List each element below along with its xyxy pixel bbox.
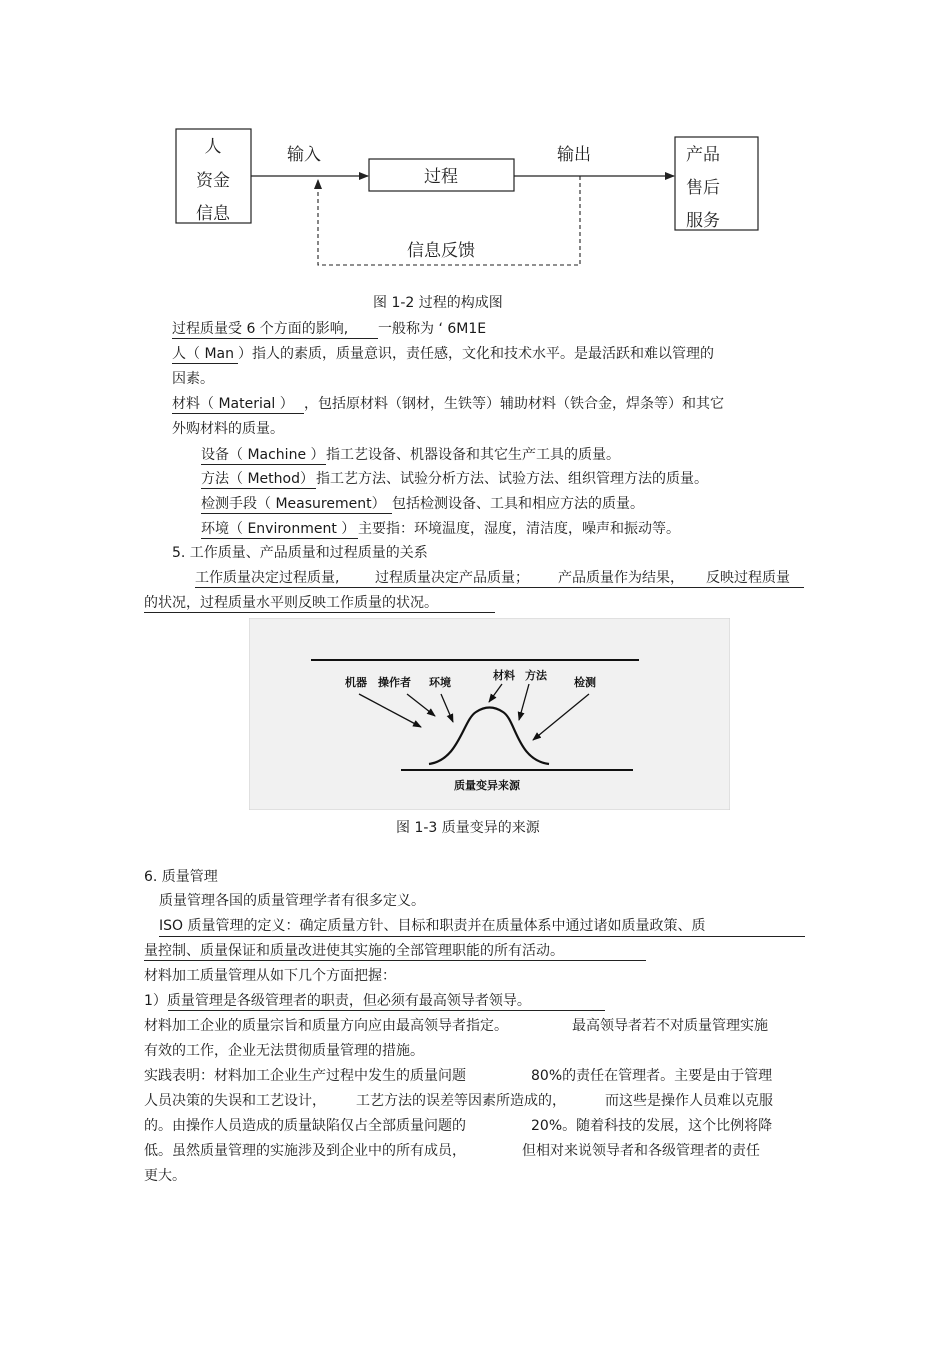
para-5-seg-3: 人员决策的失误和工艺设计， [144, 1093, 326, 1109]
para-4-line-1 [144, 1016, 768, 1036]
para-5-line-3 [144, 1116, 772, 1136]
label-material: 材料 [493, 669, 515, 682]
para-5-seg-8: 低。虽然质量管理的实施涉及到企业中的所有成员， [144, 1143, 466, 1159]
section-5-seg-3: 产品质量作为结果， [558, 570, 684, 586]
material-desc: ，包括原材料（钢材，生铁等）辅助材料（铁合金，焊条等）和其它 [304, 396, 724, 412]
process-label: 过程 [424, 167, 458, 187]
output-label: 输出 [557, 145, 591, 165]
section-5-seg-1: 工作质量决定过程质量, [195, 570, 340, 586]
input-box-line-2: 资金 [196, 171, 230, 191]
para-5-seg-4: 工艺方法的误差等因素所造成的， [356, 1093, 566, 1109]
para-5-line-5: 更大。 [144, 1168, 186, 1184]
para-5-seg-1: 实践表明：材料加工企业生产过程中发生的质量问题 [144, 1068, 466, 1084]
machine-desc: 指工艺设备、机器设备和其它生产工具的质量。 [326, 447, 620, 463]
section-5-seg-4: 反映过程质量 [706, 570, 790, 586]
iso-definition-line-2: 量控制、质量保证和质量改进使其实施的全部管理职能的所有活动。 [144, 943, 564, 959]
process-diagram [0, 0, 950, 290]
material-term: 材料（ Material ） [172, 395, 304, 414]
label-machine: 机器 [345, 676, 367, 689]
label-operator: 操作者 [378, 676, 411, 689]
man-term: 人（ Man [172, 345, 238, 364]
feedback-label: 信息反馈 [407, 241, 475, 261]
item-1 [144, 991, 531, 1011]
method-line [201, 469, 708, 489]
para-5-seg-6: 的。由操作人员造成的质量缺陷仅占全部质量问题的 [144, 1118, 466, 1134]
intro-line-1-underlined: 过程质量受 6 个方面的影响, [172, 320, 378, 339]
environment-line [201, 519, 680, 539]
section-6-para-3: 材料加工质量管理从如下几个方面把握： [144, 968, 396, 984]
input-label: 输入 [287, 145, 321, 165]
method-term: 方法（ Method） [201, 470, 316, 489]
item-1-number: 1） [144, 993, 167, 1009]
section-5-para-line-1 [195, 568, 790, 588]
label-method: 方法 [525, 669, 547, 682]
label-variation-source: 质量变异来源 [454, 779, 520, 792]
section-5-underline-2 [144, 612, 495, 613]
para-4-seg-1: 材料加工企业的质量宗旨和质量方向应由最高领导者指定。 [144, 1018, 508, 1034]
man-line [172, 344, 714, 364]
output-box-line-1: 产品 [686, 145, 720, 165]
man-desc: ）指人的素质，质量意识，责任感，文化和技术水平。是最活跃和难以管理的 [238, 346, 714, 362]
environment-desc: 主要指：环境温度，湿度，清洁度，噪声和振动等。 [358, 521, 680, 537]
para-5-percent-80: 80% [531, 1068, 563, 1084]
input-box-line-3: 信息 [196, 204, 230, 224]
section-5-heading: 5. 工作质量、产品质量和过程质量的关系 [172, 545, 428, 561]
figure-1-3-caption: 图 1-3 质量变异的来源 [396, 820, 540, 836]
output-box-line-2: 售后 [686, 178, 720, 198]
section-5-underline-1 [195, 587, 804, 588]
iso-underline-2 [144, 960, 646, 961]
intro-line-1-rest: 一般称为 ‘ 6M1E [378, 321, 487, 337]
para-5-percent-20: 20% [531, 1118, 563, 1134]
input-box-line-1: 人 [204, 137, 222, 157]
environment-term: 环境（ Environment ） [201, 520, 358, 539]
label-environment: 环境 [429, 676, 451, 689]
material-line [172, 394, 724, 414]
section-5-seg-2: 过程质量决定产品质量； [375, 570, 529, 586]
para-5-seg-5: 而这些是操作人员难以克服 [605, 1093, 773, 1109]
measurement-desc: 包括检测设备、工具和相应方法的质量。 [392, 496, 644, 512]
intro-line-1 [172, 319, 486, 339]
figure-1-2-caption: 图 1-2 过程的构成图 [373, 295, 503, 311]
item-1-underline [168, 1010, 605, 1011]
item-1-text: 质量管理是各级管理者的职责，但必须有最高领导者领导。 [166, 993, 531, 1009]
machine-term: 设备（ Machine ） [201, 447, 325, 463]
para-5-line-1 [144, 1066, 772, 1086]
para-5-seg-9: 但相对来说领导者和各级管理者的责任 [522, 1143, 760, 1159]
para-4-seg-2: 最高领导者若不对质量管理实施 [572, 1018, 768, 1034]
para-5-line-2 [144, 1091, 773, 1111]
output-box-line-3: 服务 [686, 211, 720, 231]
material-line-2: 外购材料的质量。 [172, 421, 284, 437]
machine-line [201, 445, 620, 465]
method-desc: 指工艺方法、试验分析方法、试验方法、组织管理方法的质量。 [316, 471, 708, 487]
label-inspection: 检测 [574, 676, 596, 689]
iso-underline-1 [159, 936, 805, 937]
measurement-line [201, 494, 644, 514]
para-5-line-4 [144, 1141, 760, 1161]
measurement-term: 检测手段（ Measurement） [201, 495, 392, 514]
man-line-2: 因素。 [172, 371, 214, 387]
para-5-seg-2: 的责任在管理者。主要是由于管理 [562, 1068, 773, 1084]
para-4-line-2: 有效的工作，企业无法贯彻质量管理的措施。 [144, 1043, 424, 1059]
section-6-para-1: 质量管理各国的质量管理学者有很多定义。 [159, 893, 425, 909]
iso-definition-line-1: ISO 质量管理的定义：确定质量方针、目标和职责并在质量体系中通过诸如质量政策、质 [159, 918, 706, 934]
section-5-para-line-2: 的状况，过程质量水平则反映工作质量的状况。 [144, 595, 438, 611]
quality-variation-figure [249, 618, 730, 810]
para-5-seg-7: 。随着科技的发展，这个比例将降 [562, 1118, 773, 1134]
section-6-heading: 6. 质量管理 [144, 869, 218, 885]
